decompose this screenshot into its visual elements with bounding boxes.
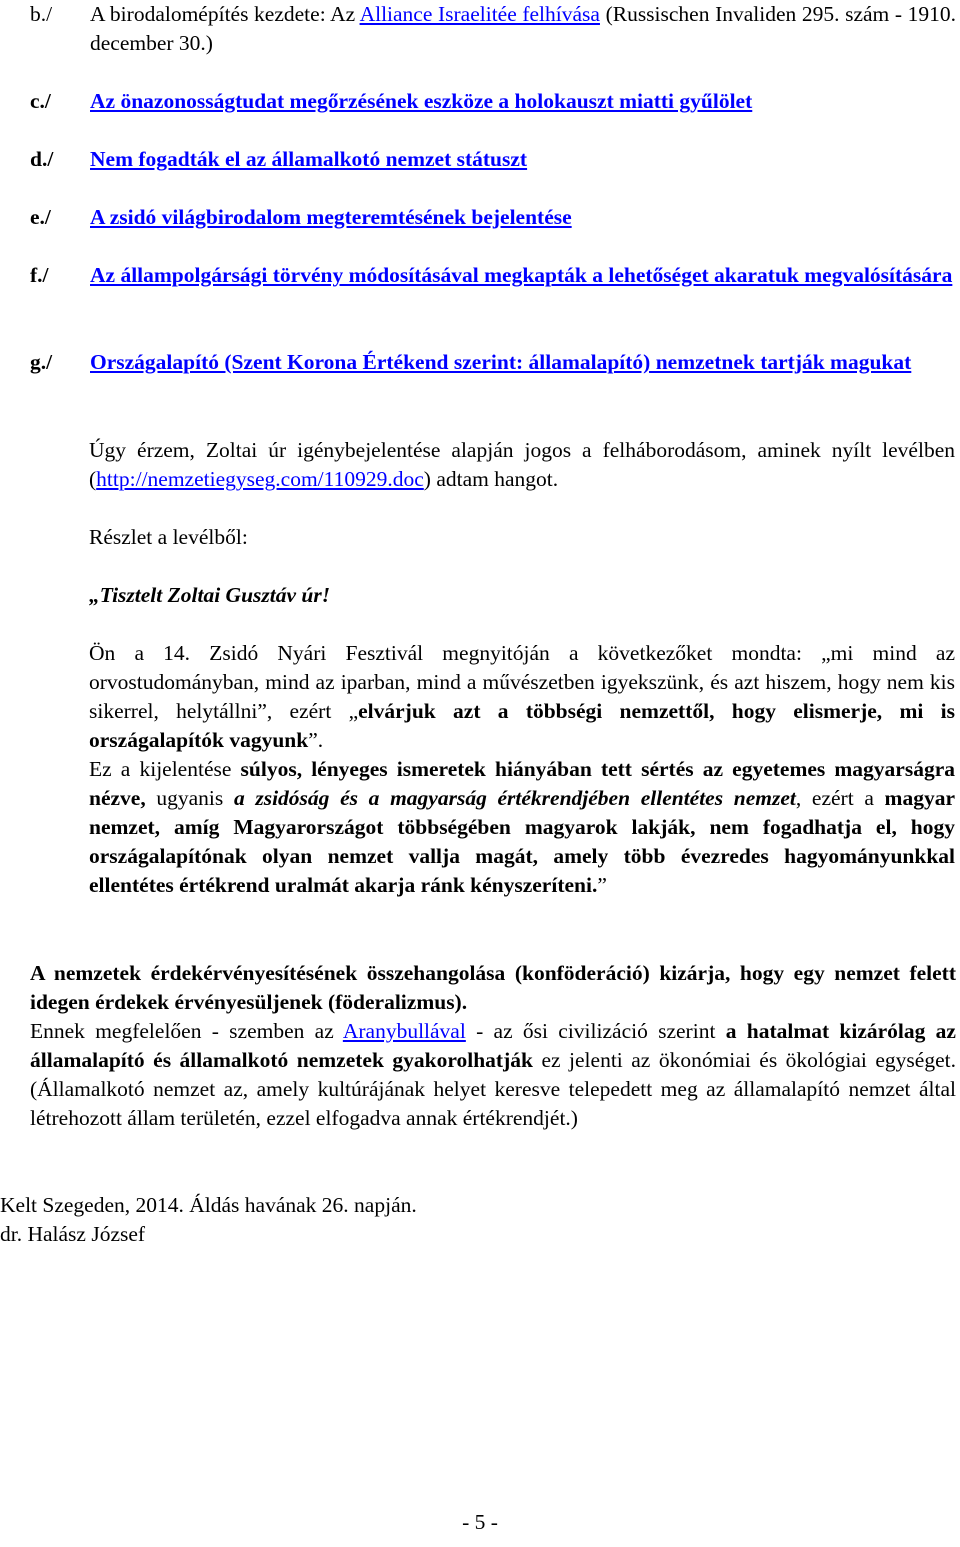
signature: dr. Halász József (0, 1222, 146, 1246)
paragraph-text: ) adtam hangot. (423, 467, 559, 491)
quote-text: ugyanis (145, 786, 234, 810)
item-label: g./ (30, 350, 53, 374)
item-link[interactable]: Az állampolgársági törvény módosításával megkapták a lehetőséget akaratuk megvalósítására (90, 263, 953, 287)
item-label: f./ (30, 263, 49, 287)
item-label: b./ (30, 2, 53, 26)
confederation-paragraph: A nemzetek érdekérvényesítésének összehangolása (konföderáció) kizárja, hogy egy nemzet felett idegen érdekek érvényesüljenek (föderalizmus). (30, 961, 956, 1014)
paragraph-text: - az ősi civilizáció szerint (465, 1019, 726, 1043)
item-body (90, 87, 956, 116)
item-link[interactable]: Országalapító (Szent Korona Értékend szerint: államalapító) nemzetnek tartják magukat (90, 350, 912, 374)
intro-paragraph (89, 436, 955, 494)
page-number: - 5 - (462, 1510, 498, 1534)
item-link[interactable]: Az önazonosságtudat megőrzésének eszköze a holokauszt miatti gyűlölet (90, 89, 753, 113)
quote-bold: súlyos, lényeges ismeretek hiányában tett sértés az egyetemes magyarságra nézve, (89, 757, 955, 810)
item-link[interactable]: A zsidó világbirodalom megteremtésének bejelentése (90, 205, 572, 229)
excerpt-heading: Részlet a levélből: (89, 525, 248, 549)
quote-text: ”. (308, 728, 324, 752)
item-link[interactable]: Nem fogadták el az államalkotó nemzet státuszt (90, 147, 528, 171)
quote-text: , ezért a (795, 786, 885, 810)
quote-text: ” (597, 873, 607, 897)
item-label: d./ (30, 147, 54, 171)
paragraph-text: ez jelenti az ökonómiai és ökológiai egységet. (Államalkotó nemzet az, amely kultúrájának helyet keresve telepedett meg az államalapító nemzet által létrehozott állam területén, ezzel elfogadva annak értékrendjét.) (30, 1048, 956, 1130)
item-body (90, 0, 956, 58)
list-item-d (30, 145, 956, 174)
quote-bold: elvárjuk azt a többségi nemzettől, hogy elismerje, mi is országalapítók vagyunk (89, 699, 955, 752)
quote-text: Ön a 14. Zsidó Nyári Fesztivál megnyitóján a következőket mondta: „mi mind az orvostudományban, mind az iparban, mind a művészetben igyekszünk, és azt hiszem, hogy nem kis sikerrel, helytállni”, ezért „ (89, 641, 955, 723)
item-text: (Russischen Invaliden 295. szám - 1910. december 30.) (90, 2, 956, 55)
list-item-e (30, 203, 956, 232)
paragraph-text: Ennek megfelelően - szemben az (30, 1019, 343, 1043)
quote-text: Ez a kijelentése (89, 757, 241, 781)
letter-salutation: „Tisztelt Zoltai Gusztáv úr! (89, 583, 331, 607)
quote-bold: magyar nemzet, amíg Magyarországot többségében magyarok lakják, nem fogadhatja el, hogy országalapítónak olyan nemzet vallja magát, amely több évezredes hagyományunkkal ellentétes értékrend uralmát akarja ránk kényszeríteni. (89, 786, 955, 897)
item-label: c./ (30, 89, 51, 113)
item-label: e./ (30, 205, 51, 229)
quote-bold-italic: a zsidóság és a magyarság értékrendjében ellentétes nemzet (233, 786, 796, 810)
list-item-c (30, 87, 956, 116)
letter-quote-1 (89, 639, 955, 755)
list-item-b (30, 0, 956, 58)
item-text: A birodalomépítés kezdete: Az (90, 2, 360, 26)
aranybulla-paragraph (30, 1017, 956, 1133)
paragraph-text: Úgy érzem, Zoltai úr igénybejelentése alapján jogos a felháborodásom, aminek nyílt levélben ( (89, 438, 955, 491)
item-body (90, 203, 956, 232)
aranybulla-link[interactable]: Aranybullával (342, 1019, 466, 1043)
item-body (90, 261, 956, 290)
list-item-g (30, 348, 956, 377)
letter-quote-2 (89, 755, 955, 900)
item-body (90, 348, 956, 377)
list-item-f (30, 261, 956, 290)
item-body (90, 145, 956, 174)
nemzetiegyseg-link[interactable]: http://nemzetiegyseg.com/110929.doc (96, 467, 424, 491)
closing-date: Kelt Szegeden, 2014. Áldás havának 26. napján. (0, 1193, 417, 1217)
alliance-link[interactable]: Alliance Israelitée felhívása (359, 2, 600, 26)
paragraph-bold: a hatalmat kizárólag az államalapító és államalkotó nemzetek gyakorolhatják (30, 1019, 956, 1072)
